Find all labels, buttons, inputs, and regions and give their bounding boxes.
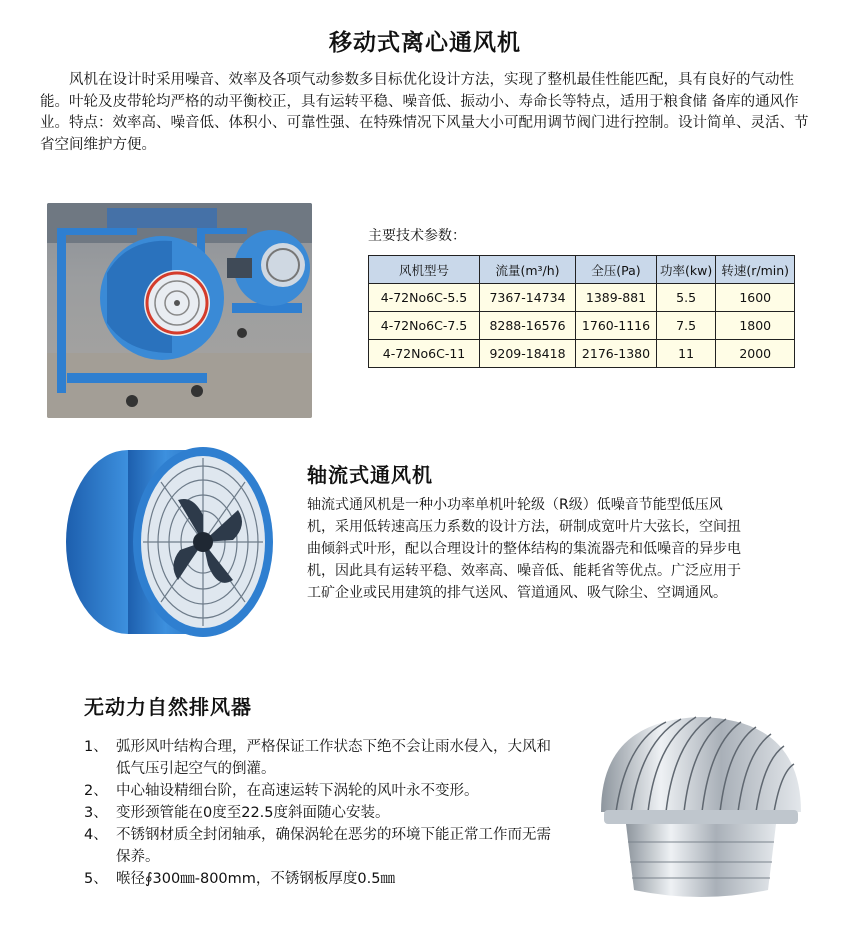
spec-table xyxy=(368,255,795,368)
table-cell: 1800 xyxy=(716,312,795,340)
list-item-number: 3、 xyxy=(84,805,108,821)
turbine-ventilator-illustration xyxy=(596,712,806,902)
spec-header-speed: 转速(r/min) xyxy=(716,256,795,284)
table-row xyxy=(369,340,795,368)
spec-header-model: 风机型号 xyxy=(369,256,480,284)
axial-fan-description-text: 轴流式通风机是一种小功率单机叶轮级（R级）低噪音节能型低压风机，采用低转速高压力系数的设计方法，研制成宽叶片大弦长，空间扭曲倾斜式叶形，配以合理设计的整体结构的集流器壳和低噪音的异步电机，因此具有运转平稳、效率高、噪音低、能耗省等优点。广泛应用于工矿企业或民用建筑的排气送风、管道通风、吸气除尘、空调通风。 xyxy=(307,497,741,601)
list-item-text: 变形颈管能在0度至22.5度斜面随心安装。 xyxy=(116,805,390,821)
table-cell: 4-72No6C-7.5 xyxy=(369,312,480,340)
table-cell: 2000 xyxy=(716,340,795,368)
list-item-number: 2、 xyxy=(84,783,108,799)
list-item-number: 4、 xyxy=(84,827,108,843)
list-item-number: 1、 xyxy=(84,739,108,755)
table-cell: 7.5 xyxy=(657,312,716,340)
list-item xyxy=(84,824,562,868)
table-row xyxy=(369,312,795,340)
table-cell: 9209-18418 xyxy=(480,340,576,368)
spec-header-flow: 流量(m³/h) xyxy=(480,256,576,284)
roof-ventilator-title: 无动力自然排风器 xyxy=(84,695,252,719)
list-item-text: 喉径∮300㎜-800mm，不锈钢板厚度0.5㎜ xyxy=(116,871,395,887)
list-item xyxy=(84,780,562,802)
centrifugal-fan-description-text: 风机在设计时采用噪音、效率及各项气动参数多目标优化设计方法，实现了整机最佳性能匹配，具有良好的气动性能。叶轮及皮带轮均严格的动平衡校正，具有运转平稳、噪音低、振动小、寿命长等特点，适用于粮食储 备库的通风作业。特点：效率高、噪音低、体积小、可靠性强、在特殊情况下风量大小可配用调节阀门进行控制。设计简单、灵活、节省空间维护方便。 xyxy=(40,72,809,153)
table-cell: 4-72No6C-5.5 xyxy=(369,284,480,312)
table-cell: 1600 xyxy=(716,284,795,312)
table-cell: 1389-881 xyxy=(576,284,657,312)
list-item-text: 中心轴设精细台阶，在高速运转下涡轮的风叶永不变形。 xyxy=(116,783,479,799)
table-cell: 11 xyxy=(657,340,716,368)
roof-ventilator-feature-list xyxy=(84,736,562,890)
centrifugal-fan-photo xyxy=(47,203,312,418)
page-title: 移动式离心通风机 xyxy=(329,30,521,56)
list-item-text: 不锈钢材质全封闭轴承，确保涡轮在恶劣的环境下能正常工作而无需保养。 xyxy=(116,827,551,865)
axial-fan-photo xyxy=(58,440,280,645)
spec-title: 主要技术参数： xyxy=(368,228,466,244)
spec-header-power: 功率(kw) xyxy=(657,256,716,284)
table-cell: 7367-14734 xyxy=(480,284,576,312)
axial-fan-title: 轴流式通风机 xyxy=(307,463,433,487)
list-item-text: 弧形风叶结构合理，严格保证工作状态下绝不会让雨水侵入，大风和低气压引起空气的倒灌。 xyxy=(116,739,551,777)
table-cell: 1760-1116 xyxy=(576,312,657,340)
centrifugal-fan-description xyxy=(40,70,820,156)
spec-header-pressure: 全压(Pa) xyxy=(576,256,657,284)
list-item xyxy=(84,802,562,824)
list-item-number: 5、 xyxy=(84,871,108,887)
table-cell: 4-72No6C-11 xyxy=(369,340,480,368)
centrifugal-fan-illustration xyxy=(47,203,312,418)
list-item xyxy=(84,736,562,780)
spec-table-header-row xyxy=(369,256,795,284)
table-cell: 5.5 xyxy=(657,284,716,312)
axial-fan-description xyxy=(307,494,747,604)
axial-fan-illustration xyxy=(58,440,280,645)
table-cell: 8288-16576 xyxy=(480,312,576,340)
roof-ventilator-photo xyxy=(596,712,806,902)
table-cell: 2176-1380 xyxy=(576,340,657,368)
table-row xyxy=(369,284,795,312)
list-item xyxy=(84,868,562,890)
